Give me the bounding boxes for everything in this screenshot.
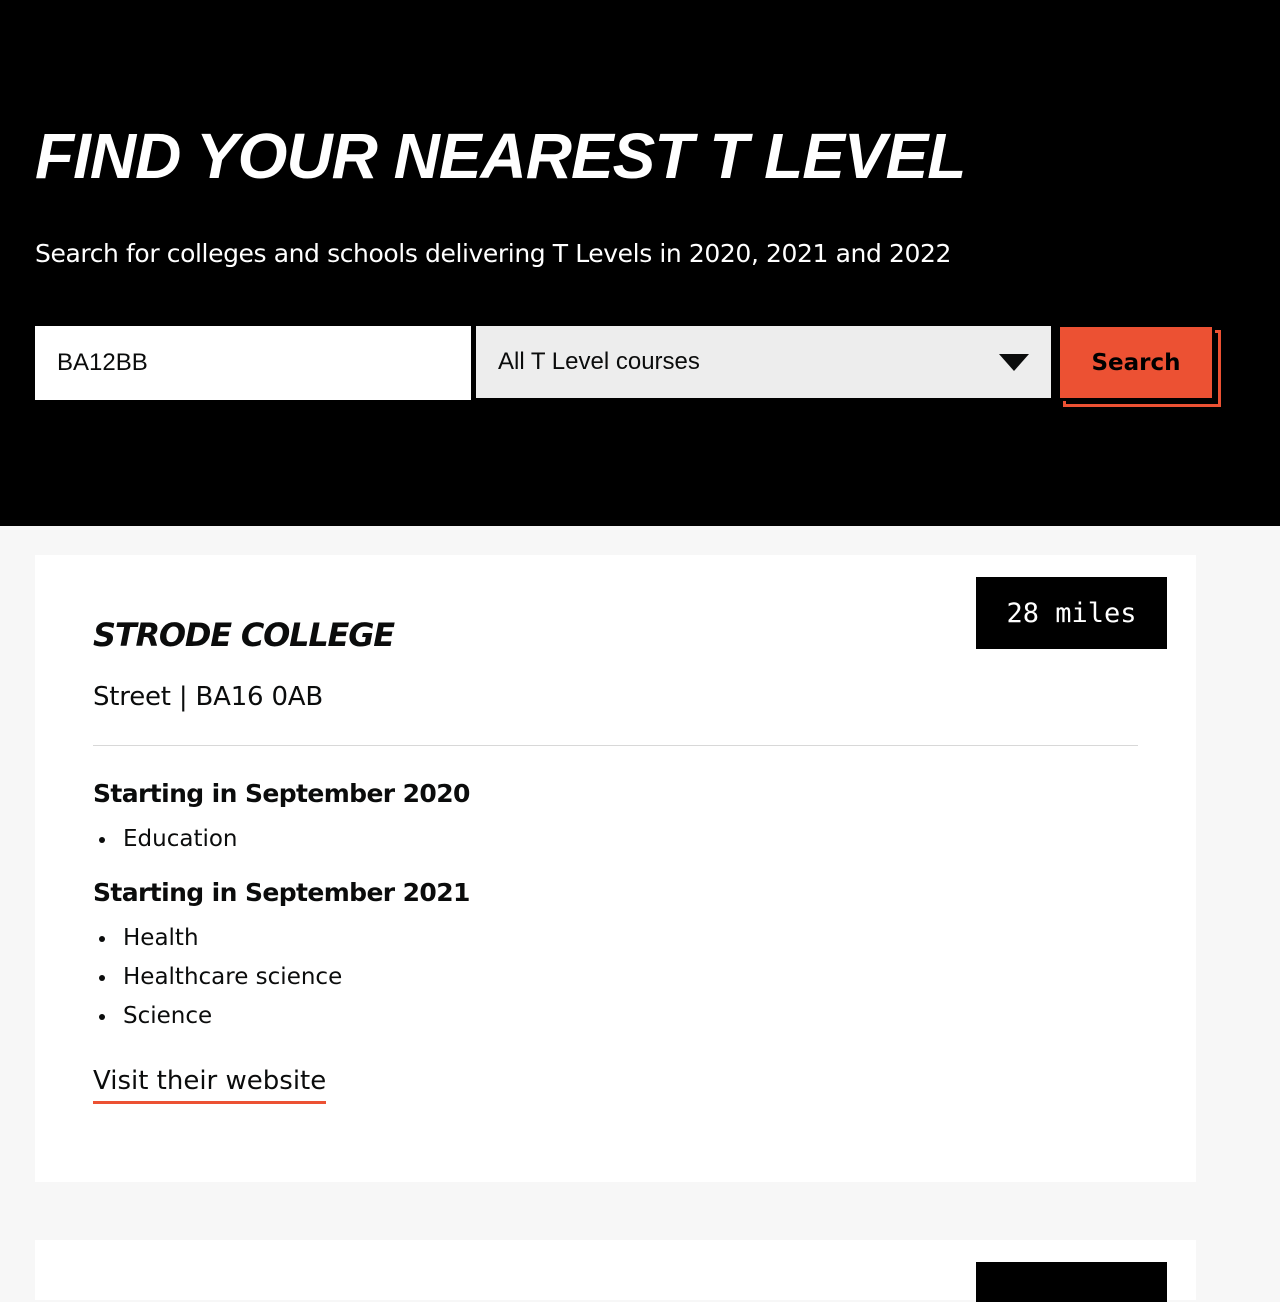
caret-down-icon <box>999 354 1029 371</box>
bullet-icon <box>99 936 105 942</box>
bullet-icon <box>99 837 105 843</box>
course-select-value: All T Level courses <box>498 348 700 375</box>
course-label: Health <box>123 925 199 951</box>
distance-badge: 28 miles <box>976 577 1167 649</box>
course-label: Healthcare science <box>123 964 343 990</box>
divider <box>93 745 1138 746</box>
start-heading-2020: Starting in September 2020 <box>93 779 470 808</box>
college-address: Street | BA16 0AB <box>93 682 324 712</box>
page-subtitle: Search for colleges and schools delivering T Levels in 2020, 2021 and 2022 <box>35 239 952 268</box>
page-title: FIND YOUR NEAREST T LEVEL <box>35 120 966 192</box>
course-select[interactable] <box>476 326 1051 398</box>
list-item <box>93 919 342 958</box>
course-list-2020 <box>93 820 238 859</box>
course-label: Science <box>123 1003 213 1029</box>
result-card-next <box>35 1240 1196 1300</box>
bullet-icon <box>99 975 105 981</box>
postcode-input[interactable] <box>35 326 471 400</box>
visit-website-link[interactable]: Visit their website <box>93 1063 326 1104</box>
course-label: Education <box>123 826 238 852</box>
result-card <box>35 555 1196 1182</box>
college-name: STRODE COLLEGE <box>93 616 394 654</box>
list-item <box>93 997 342 1036</box>
list-item <box>93 820 238 859</box>
start-heading-2021: Starting in September 2021 <box>93 878 470 907</box>
course-list-2021 <box>93 919 342 1036</box>
search-button[interactable]: Search <box>1057 324 1215 401</box>
distance-badge <box>976 1262 1167 1302</box>
bullet-icon <box>99 1014 105 1020</box>
hero-banner <box>0 0 1280 526</box>
list-item <box>93 958 342 997</box>
